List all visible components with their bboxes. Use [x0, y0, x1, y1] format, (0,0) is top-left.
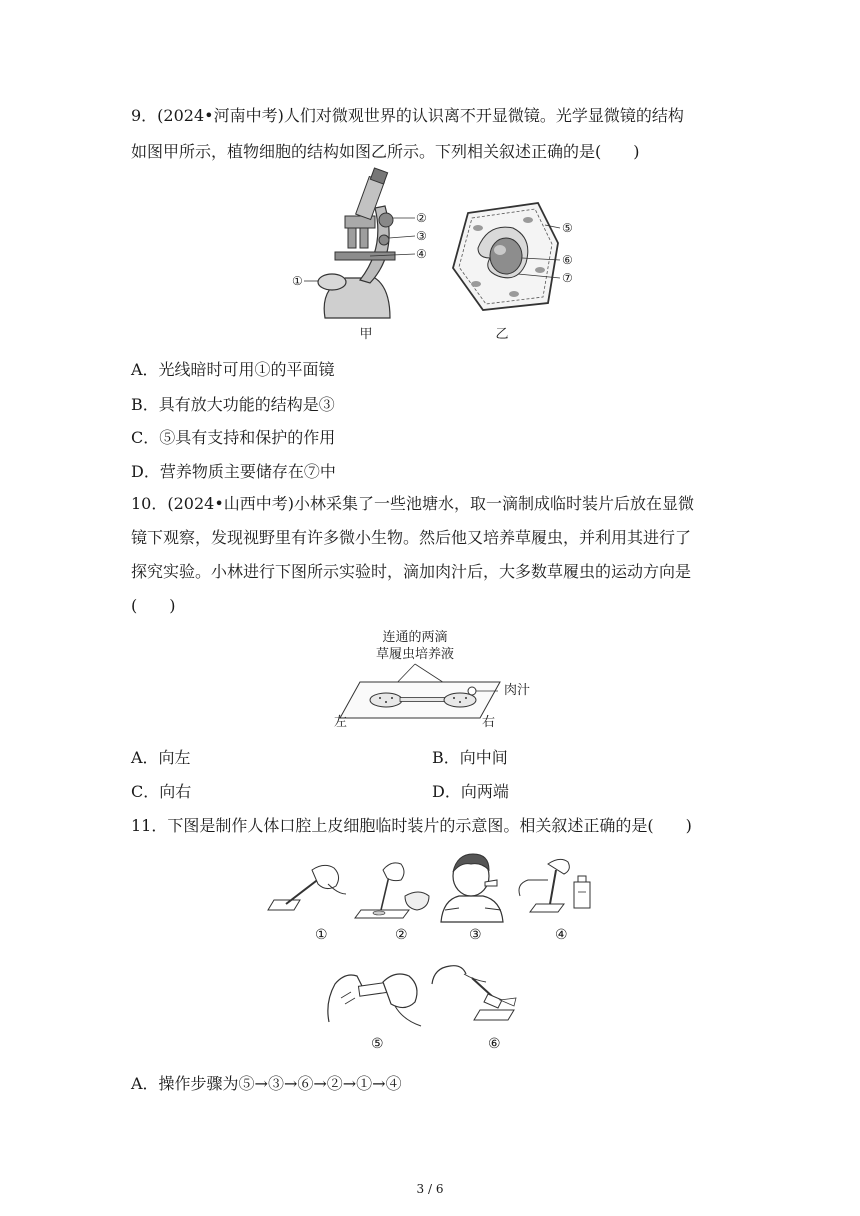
step-4-illustration — [514, 856, 596, 914]
q9-option-b[interactable]: B．具有放大功能的结构是③ — [131, 395, 335, 414]
cell-label-5: ⑤ — [562, 221, 573, 235]
q10-option-c[interactable]: C．向右 — [131, 782, 192, 801]
step-6-illustration — [428, 958, 520, 1030]
q9-text-line-1: 9．(2024•河南中考)人们对微观世界的认识离不开显微镜。光学显微镜的结构 — [131, 106, 684, 125]
meat-juice-label: 肉汁 — [504, 683, 531, 698]
q10-text-line-2: 镜下观察，发现视野里有许多微小生物。然后他又培养草履虫，并利用其进行了 — [131, 528, 692, 547]
left-label: 左 — [334, 715, 348, 730]
paramecium-slide-figure — [340, 662, 510, 722]
q10-text-line-4: ( ) — [131, 596, 176, 615]
step-1-illustration — [272, 858, 348, 914]
microscope-label-2: ② — [416, 211, 427, 225]
page-number: 3 / 6 — [416, 1182, 444, 1196]
q10-text-line-3: 探究实验。小林进行下图所示实验时，滴加肉汁后，大多数草履虫的运动方向是 — [131, 562, 692, 581]
plant-cell-figure — [448, 198, 568, 318]
paramecium-figure-title-2: 草履虫培养液 — [375, 647, 454, 662]
cell-label-7: ⑦ — [562, 271, 573, 285]
step-2-illustration — [357, 856, 439, 920]
step-label-2: ② — [395, 927, 408, 943]
right-label: 右 — [482, 715, 496, 730]
microscope-label-1: ① — [292, 274, 303, 288]
step-label-6: ⑥ — [488, 1036, 501, 1052]
q10-text-line-1: 10．(2024•山西中考)小林采集了一些池塘水，取一滴制成临时装片后放在显微 — [131, 494, 695, 513]
figure-caption-yi: 乙 — [495, 327, 509, 342]
step-label-1: ① — [315, 927, 328, 943]
q10-option-a[interactable]: A．向左 — [131, 748, 191, 767]
paramecium-figure-title-1: 连通的两滴 — [382, 630, 448, 645]
q9-option-d[interactable]: D．营养物质主要储存在⑦中 — [131, 462, 336, 481]
q9-text-line-2: 如图甲所示，植物细胞的结构如图乙所示。下列相关叙述正确的是( ) — [131, 142, 640, 161]
step-label-5: ⑤ — [371, 1036, 384, 1052]
microscope-label-3: ③ — [416, 229, 427, 243]
q9-option-c[interactable]: C．⑤具有支持和保护的作用 — [131, 428, 336, 447]
cell-label-6: ⑥ — [562, 253, 573, 267]
q11-text-line-1: 11．下图是制作人体口腔上皮细胞临时装片的示意图。相关叙述正确的是( ) — [131, 816, 692, 835]
q9-option-a[interactable]: A．光线暗时可用①的平面镜 — [131, 360, 335, 379]
microscope-label-4: ④ — [416, 247, 427, 261]
q10-option-b[interactable]: B．向中间 — [432, 748, 508, 767]
q10-option-d[interactable]: D．向两端 — [432, 782, 509, 801]
step-label-4: ④ — [555, 927, 568, 943]
step-5-illustration — [325, 962, 425, 1028]
step-label-3: ③ — [469, 927, 482, 943]
q11-option-a[interactable]: A．操作步骤为⑤→③→⑥→②→①→④ — [131, 1074, 402, 1093]
step-3-illustration — [437, 850, 509, 922]
figure-caption-jia: 甲 — [359, 327, 373, 342]
